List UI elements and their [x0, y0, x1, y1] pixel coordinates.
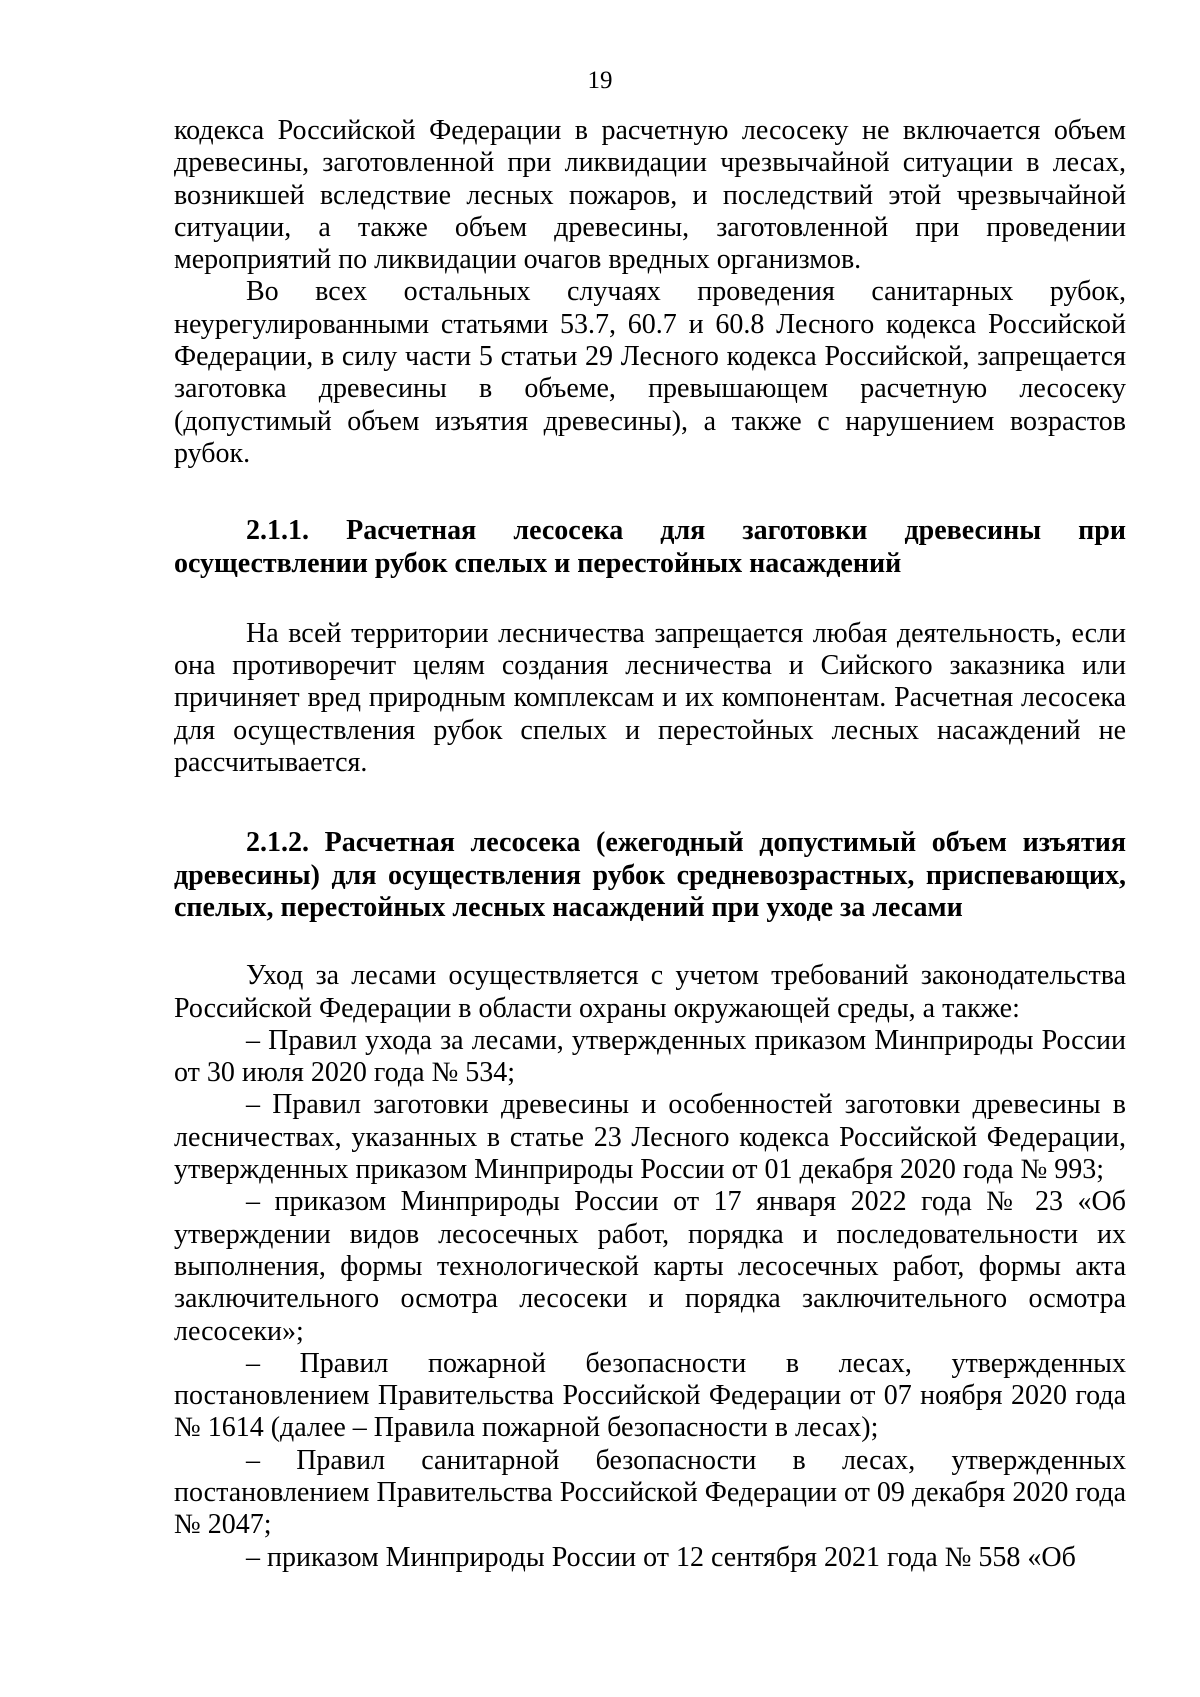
- sanitary-felling-paragraph: Во всех остальных случаях проведения санитарных рубок, неурегулированными статьями 53.7, 60.7 и 60.8 Лесного кодекса Российской Федерации, в силу части 5 статьи 29 Лесного кодекса Российской, запрещается заготовка древесины в объеме, превышающем расчетную лесосеку (допустимый объем изъятия древесины), а также с нарушением возрастов рубок.: [174, 276, 1126, 469]
- list-item: – Правил пожарной безопасности в лесах, утвержденных постановлением Правительства Российской Федерации от 07 ноября 2020 года № 1614 (далее – Правила пожарной безопасности в лесах);: [174, 1347, 1126, 1444]
- list-item: – приказом Минприроды России от 17 января 2022 года № 23 «Об утверждении видов лесосечных работ, порядка и последовательности их выполнения, формы технологической карты лесосечных работ, формы акта заключительного осмотра лесосеки и порядка заключительного осмотра лесосеки»;: [174, 1186, 1126, 1347]
- document-body: [174, 115, 1126, 1574]
- section-2-1-2-heading: 2.1.2. Расчетная лесосека (ежегодный допустимый объем изъятия древесины) для осуществления рубок средневозрастных, приспевающих, спелых, перестойных лесных насаждений при уходе за лесами: [174, 827, 1126, 923]
- list-item: – Правил ухода за лесами, утвержденных приказом Минприроды России от 30 июля 2020 года № 534;: [174, 1024, 1126, 1089]
- intro-paragraph: кодекса Российской Федерации в расчетную лесосеку не включается объем древесины, заготовленной при ликвидации чрезвычайной ситуации в лесах, возникшей вследствие лесных пожаров, и последствий этой чрезвычайной ситуации, а также объем древесины, заготовленной при проведении мероприятий по ликвидации очагов вредных организмов.: [174, 115, 1126, 276]
- section-2-1-2-intro: Уход за лесами осуществляется с учетом требований законодательства Российской Федерации в области охраны окружающей среды, а также:: [174, 960, 1126, 1024]
- page-number: 19: [587, 67, 613, 94]
- section-2-1-1-paragraph: На всей территории лесничества запрещается любая деятельность, если она противоречит целям создания лесничества и Сийского заказника или причиняет вред природным комплексам и их компонентам. Расчетная лесосека для осуществления рубок спелых и перестойных лесных насаждений не рассчитывается.: [174, 617, 1126, 779]
- list-item: – Правил заготовки древесины и особенностей заготовки древесины в лесничествах, указанных в статье 23 Лесного кодекса Российской Федерации, утвержденных приказом Минприроды России от 01 декабря 2020 года № 993;: [174, 1089, 1126, 1186]
- list-item: – приказом Минприроды России от 12 сентября 2021 года № 558 «Об: [246, 1541, 1076, 1573]
- list-item: – Правил санитарной безопасности в лесах, утвержденных постановлением Правительства Российской Федерации от 09 декабря 2020 года № 2047;: [174, 1444, 1126, 1541]
- section-2-1-1-heading: 2.1.1. Расчетная лесосека для заготовки древесины при осуществлении рубок спелых и перестойных насаждений: [174, 515, 1126, 579]
